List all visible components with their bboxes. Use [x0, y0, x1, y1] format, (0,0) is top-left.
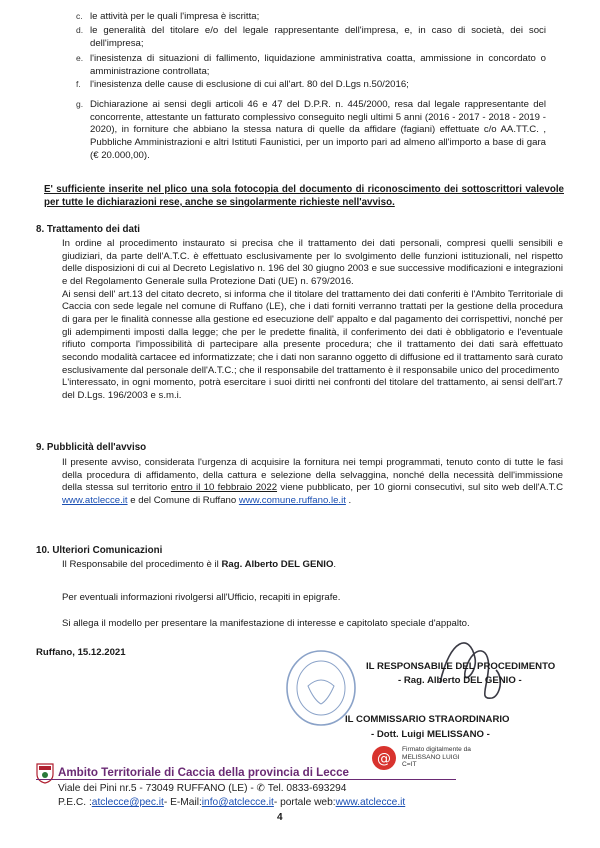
digital-signature-icon [370, 744, 398, 772]
notice-text: E' sufficiente inserite nel plico una sola fotocopia del documento di riconoscimento dei sottoscrittori valevole per tutte le dichiarazioni rese, anche se singolarmente richieste nell'avviso. [44, 184, 564, 208]
list-letter: c. [76, 11, 83, 21]
email-label: - E-Mail: [163, 797, 202, 808]
responsabile-suffix: . [333, 559, 337, 570]
list-text: l'inesistenza delle cause di esclusione di cui all'art. 80 del D.Lgs n.50/2016; [90, 79, 409, 90]
section-8-body [48, 238, 563, 403]
commissario-signatory: - Dott. Luigi MELISSANO - [371, 729, 490, 740]
list-text: Dichiarazione ai sensi degli articoli 46 e 47 del D.P.R. n. 445/2000, resa dal legale rappresentante del concorrente, attestante un fatturato complessivo conseguito negli ultimi 5 anni (2016 - 2017 - 2018 - 2019 - 2020), in forniture che abbiano la stessa natura di quelle da affidare (fagiani) effettuate c/o AA.TT.C. , Pubbliche Amministrazioni e altri Istituti Faunistici, per un importo pari ad almeno all'importo a base di gara (€ 20.000,00). [90, 99, 546, 161]
web-label: - portale web: [273, 797, 336, 808]
section-10-responsabile [48, 559, 563, 572]
responsabile-name: Rag. Alberto DEL GENIO [221, 559, 334, 570]
svg-text:@: @ [377, 751, 391, 767]
digital-signature-line: MELISSANO LUIGI [402, 753, 460, 761]
section-8-paragraph-3: L'interessato, in ogni momento, potrà esercitare i suoi diritti nei confronti del titolare del trattamento, ai sensi dell'art.7 del D.Lgs. 196/2003 e s.m.i. [62, 377, 563, 401]
page-number: 4 [277, 812, 283, 823]
atc-logo-icon [36, 762, 54, 784]
commissario-role: IL COMMISSARIO STRAORDINARIO [345, 714, 510, 725]
section-8-paragraph-2: Ai sensi dell' art.13 del citato decreto, si informa che il titolare del trattamento dei dati conferiti è l'Ambito Territoriale di Caccia con sede legale nel comune di Ruffano (LE), che i dati forniti verranno trattati per la gestione della procedura di gara per le finalità connesse alla gestione ed esecuzione dell' appalto e dal pagamento dei corrispettivi, nonché per gli adempimenti imposti dalla legge; che per le predette finalità, il conferimento dei dati è obbligatorio e l'eventuale rifiuto comporta l'impossibilità di partecipare alla presente procedura; che il trattamento dei dati sarà effettuato secondo modalità cartacee ed informatizzate; che i dati non saranno oggetto di diffusione ed il trattamento sarà curato esclusivamente dal personale dell'A.T.C.; che il responsabile del trattamento è il responsabile unico del procedimento [62, 288, 563, 376]
list-letter: g. [76, 99, 84, 109]
section-9-text: Il presente avviso, considerata l'urgenza di acquisire la fornitura nei tempi programmati, tenuto conto di tutte le fasi della procedura di affidamento, della cattura e selezione della selvaggina, nonché della necessità dell'immissione della stessa sul territorio [62, 457, 563, 494]
section-9-text: e del Comune di Ruffano [127, 494, 239, 506]
list-item [76, 25, 546, 50]
list-item [76, 11, 546, 24]
responsabile-role: IL RESPONSABILE DEL PROCEDIMENTO [366, 661, 556, 672]
responsabile-signatory: - Rag. Alberto DEL GENIO - [398, 675, 522, 686]
info-text: Per eventuali informazioni rivolgersi all'Ufficio, recapiti in epigrafe. [62, 592, 341, 603]
digital-signature-line: C=IT [402, 761, 417, 769]
list-item [76, 79, 546, 92]
digital-signature-line: Firmato digitalmente da [402, 746, 471, 753]
email-link[interactable]: info@atclecce.it [201, 797, 274, 808]
footer-org-name: Ambito Territoriale di Caccia della provincia di Lecce [58, 766, 350, 779]
comune-website-link[interactable]: www.comune.ruffano.le.it [238, 494, 346, 506]
pec-label: P.E.C. : [58, 797, 92, 808]
section-10-info [48, 592, 563, 605]
list-letter: e. [76, 53, 84, 63]
list-item [76, 99, 546, 162]
list-item [76, 53, 546, 78]
section-9-deadline: entro il 10 febbraio 2022 [170, 482, 278, 494]
footer-address: Viale dei Pini nr.5 - 73049 RUFFANO (LE) - ✆ Tel. 0833-693294 [58, 783, 347, 794]
website-link[interactable]: www.atclecce.it [335, 797, 406, 808]
list-text: le generalità del titolare e/o del legale rappresentante dell'impresa, e, in caso di società, dei soci dell'impresa; [90, 25, 546, 49]
section-10-title: 10. Ulteriori Comunicazioni [36, 545, 163, 556]
list-text: le attività per le quali l'impresa è iscritta; [90, 11, 260, 22]
section-9-body [48, 457, 563, 508]
section-8-title: 8. Trattamento dei dati [36, 224, 140, 235]
digital-signature-text [402, 746, 471, 769]
section-9-title: 9. Pubblicità dell'avviso [36, 442, 147, 453]
atc-website-link[interactable]: www.atclecce.it [62, 494, 128, 506]
list-letter: d. [76, 25, 84, 35]
list-text: l'inesistenza di situazioni di fallimento, liquidazione amministrativa coatta, ammissione in concordato o amministrazione controllata; [90, 53, 546, 77]
footer-contacts [58, 796, 405, 809]
section-9-text: viene pubblicato, per 10 giorni consecutivi, sul sito web dell'A.T.C [277, 482, 563, 494]
attach-text: Si allega il modello per presentare la manifestazione di interesse e capitolato speciale d'appalto. [62, 618, 470, 629]
section-9-text: . [345, 494, 352, 506]
pec-link[interactable]: atclecce@pec.it [91, 797, 164, 808]
responsabile-text: Il Responsabile del procedimento è il [62, 559, 222, 570]
section-8-paragraph-1: In ordine al procedimento instaurato si precisa che il trattamento dei dati personali, compresi quelli sensibili e giudiziari, da parte dell'A.T.C. è effettuato esclusivamente per lo svolgimento delle funzioni istituzionali, nel rispetto delle disposizioni di cui al Decreto Legislativo n. 196 del 30 giugno 2003 e sue successive modificazioni e integrazioni e del Regolamento Generale sulla Protezione Dati (UE) n. 679/2016. [62, 238, 563, 287]
place-date: Ruffano, 15.12.2021 [36, 647, 126, 658]
footer-divider [36, 779, 456, 780]
list-letter: f. [76, 79, 81, 89]
